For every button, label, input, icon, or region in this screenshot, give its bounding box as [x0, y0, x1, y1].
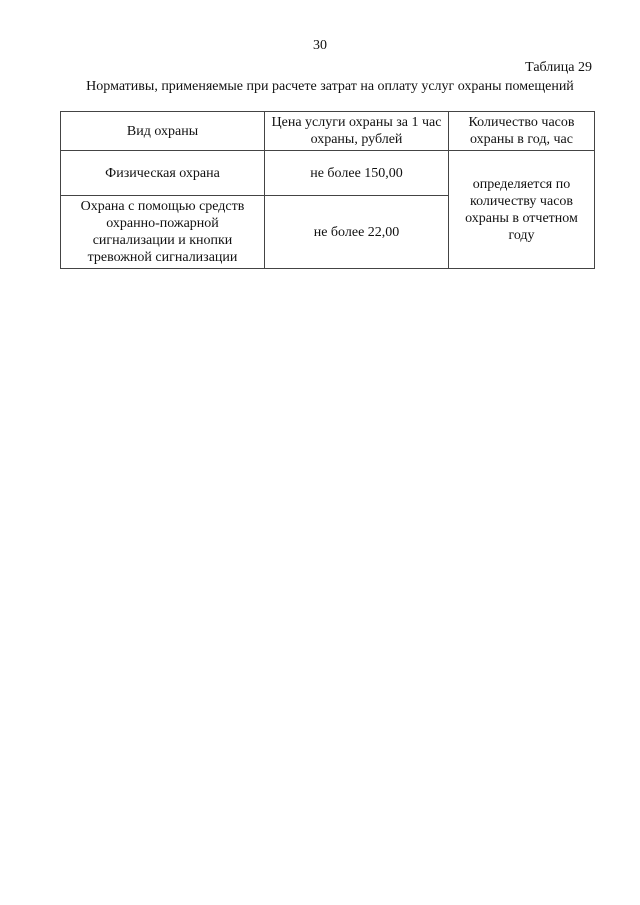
- cell-price: не более 22,00: [265, 196, 449, 269]
- table-row: [61, 151, 595, 196]
- cell-security-type: Охрана с помощью средств охранно-пожарной сигнализации и кнопки тревожной сигнализации: [61, 196, 265, 269]
- table-label: Таблица 29: [525, 60, 592, 75]
- page-number: 30: [313, 38, 327, 53]
- cell-security-type: Физическая охрана: [61, 151, 265, 196]
- table-title: Нормативы, применяемые при расчете затрат на оплату услуг охраны помещений: [86, 79, 574, 94]
- table-header-row: [61, 112, 595, 151]
- cell-price: не более 150,00: [265, 151, 449, 196]
- header-price-per-hour: Цена услуги охраны за 1 час охраны, рублей: [265, 112, 449, 151]
- header-hours-per-year: Количество часов охраны в год, час: [449, 112, 595, 151]
- norms-table: [60, 111, 595, 269]
- header-security-type: Вид охраны: [61, 112, 265, 151]
- cell-hours-note: определяется по количеству часов охраны в отчетном году: [449, 151, 595, 269]
